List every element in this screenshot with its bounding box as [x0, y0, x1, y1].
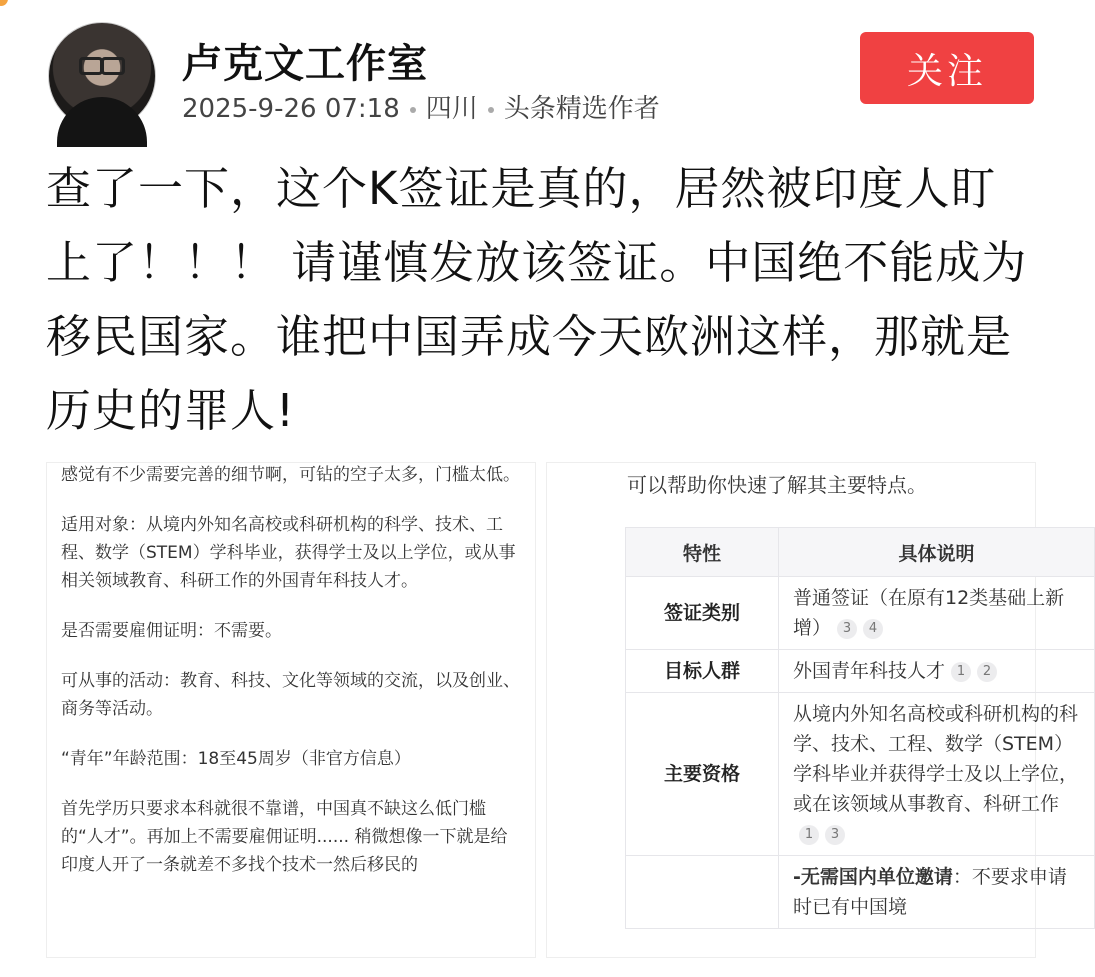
post-date: 2025-9-26 07:18 [182, 94, 400, 124]
notification-dot [0, 0, 8, 6]
row-key: 目标人群 [626, 650, 779, 693]
row-value-text: 普通签证（在原有12类基础上新增） [793, 587, 1065, 639]
table-row [626, 650, 1095, 693]
row-key: 主要资格 [626, 693, 779, 856]
image-paragraph: 感觉有不少需要完善的细节啊，可钻的空子太多，门槛太低。 [61, 465, 520, 485]
row-value [779, 650, 1095, 693]
table-row [626, 856, 1095, 929]
post-meta [182, 88, 660, 125]
table-row [626, 693, 1095, 856]
citation-badge[interactable]: 4 [863, 619, 883, 639]
row-value-text: ：不要求申请时已有中国境 [793, 866, 1067, 918]
table-header: 具体说明 [779, 528, 1095, 577]
author-name[interactable]: 卢克文工作室 [182, 41, 428, 87]
visa-spec-table [625, 527, 1095, 929]
avatar[interactable] [48, 22, 156, 130]
citation-badge[interactable]: 1 [799, 825, 819, 845]
row-key: 签证类别 [626, 577, 779, 650]
citation-badge[interactable]: 3 [837, 619, 857, 639]
row-key [626, 856, 779, 929]
attached-image-left[interactable] [46, 462, 536, 958]
row-value-text: 从境内外知名高校或科研机构的科学、技术、工程、数学（STEM）学科毕业并获得学士及以上学位，或在该领域从事教育、科研工作 [793, 703, 1079, 815]
follow-button[interactable]: 关注 [860, 32, 1034, 104]
image-paragraph: 首先学历只要求本科就很不靠谱，中国真不缺这么低门槛的“人才”。再加上不需要雇佣证明...... 稍微想像一下就是给印度人开了一条就差不多找个技术一然后移民的 [61, 799, 508, 875]
row-value [779, 577, 1095, 650]
image-paragraph: “青年”年龄范围：18至45周岁（非官方信息） [61, 749, 411, 769]
table-row [626, 577, 1095, 650]
table-intro: 可以帮助你快速了解其主要特点。 [627, 473, 927, 497]
image-paragraph: 是否需要雇佣证明：不需要。 [61, 621, 282, 641]
post-body: 查了一下，这个K签证是真的，居然被印度人盯上了！！！ 请谨慎发放该签证。中国绝不能成为移民国家。谁把中国弄成今天欧洲这样，那就是历史的罪人! [46, 162, 1028, 437]
row-value-text: 外国青年科技人才 [793, 660, 946, 682]
citation-badge[interactable]: 1 [951, 662, 971, 682]
post-location: 四川 [425, 94, 478, 124]
post-header [48, 22, 1038, 132]
image-paragraph: 可从事的活动：教育、科技、文化等领域的交流，以及创业、商务等活动。 [61, 671, 520, 719]
row-value [779, 856, 1095, 929]
author-badge: 头条精选作者 [503, 94, 660, 124]
row-value [779, 693, 1095, 856]
image-paragraph: 适用对象：从境内外知名高校或科研机构的科学、技术、工程、数学（STEM）学科毕业，获得学士及以上学位，或从事相关领域教育、科研工作的外国青年科技人才。 [61, 515, 516, 591]
citation-badge[interactable]: 3 [825, 825, 845, 845]
attached-image-right[interactable] [546, 462, 1079, 958]
citation-badge[interactable]: 2 [977, 662, 997, 682]
table-header: 特性 [626, 528, 779, 577]
row-value-bold: -无需国内单位邀请 [793, 866, 953, 888]
